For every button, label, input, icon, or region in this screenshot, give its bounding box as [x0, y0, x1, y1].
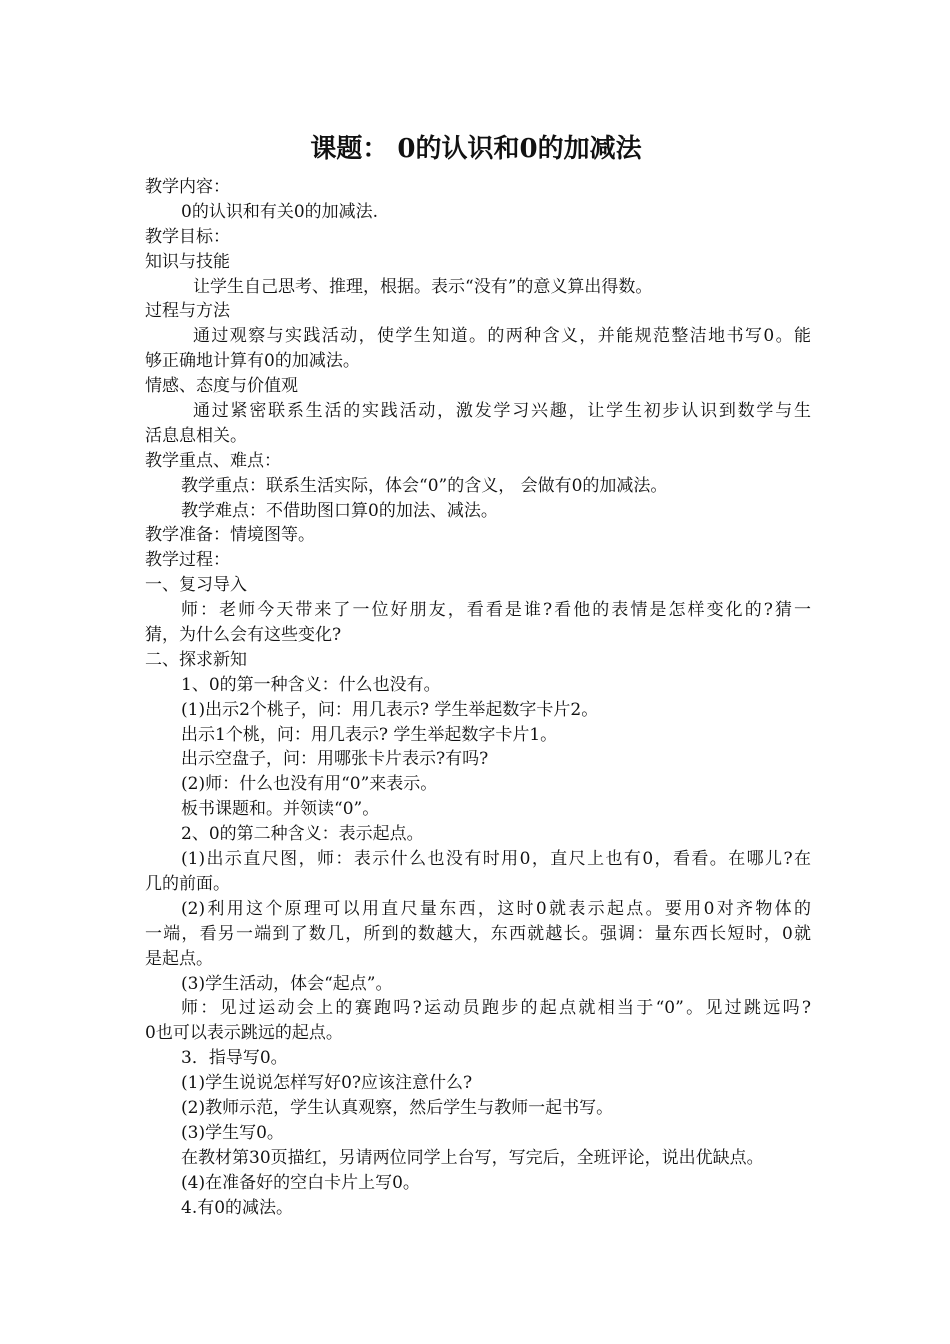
- paragraph-line: 1、0的第一种含义：什么也没有。: [181, 674, 441, 695]
- paragraph-line: 一端，看另一端到了数几，所到的数越大，东西就越长。强调：量东西长短时，0就: [145, 923, 811, 944]
- paragraph-line: 0的认识和有关0的加减法.: [181, 201, 379, 222]
- paragraph-line: 出示空盘子，问：用哪张卡片表示?有吗?: [181, 749, 489, 770]
- paragraph-line: 通过观察与实践活动，使学生知道。的两种含义，并能规范整洁地书写0。能: [193, 326, 811, 347]
- paragraph-line: (1)出示2个桃子，问：用几表示? 学生举起数字卡片2。: [181, 699, 599, 720]
- paragraph-line: 师：老师今天带来了一位好朋友，看看是谁?看他的表情是怎样变化的?猜一: [181, 600, 811, 621]
- subheading-process: 过程与方法: [145, 301, 230, 322]
- paragraph-line: (3)学生活动，体会“起点”。: [181, 973, 393, 994]
- paragraph-line: 出示1个桃，问：用几表示? 学生举起数字卡片1。: [181, 724, 558, 745]
- subheading-knowledge: 知识与技能: [145, 251, 230, 272]
- paragraph-line: 板书课题和。并领读“0”。: [181, 799, 380, 820]
- section-heading-preparation: 教学准备：情境图等。: [145, 525, 315, 546]
- paragraph-line: 3．指导写0。: [181, 1048, 288, 1069]
- paragraph-line: 教学重点：联系生活实际，体会“0”的含义， 会做有0的加减法。: [181, 475, 668, 496]
- paragraph-line: 活息息相关。: [145, 425, 247, 446]
- paragraph-line: 0也可以表示跳远的起点。: [145, 1023, 343, 1044]
- paragraph-line: 在教材第30页描红，另请两位同学上台写，写完后，全班评论，说出优缺点。: [181, 1147, 764, 1168]
- paragraph-line: (2)师：什么也没有用“0”来表示。: [181, 774, 438, 795]
- document-title: 课题： 0的认识和0的加减法: [310, 134, 642, 164]
- paragraph-line: (1)学生说说怎样写好0?应该注意什么?: [181, 1073, 473, 1094]
- paragraph-line: 师：见过运动会上的赛跑吗?运动员跑步的起点就相当于“0”。见过跳远吗?: [181, 998, 811, 1019]
- paragraph-line: (2)教师示范，学生认真观察，然后学生与教师一起书写。: [181, 1097, 614, 1118]
- section-heading-key-points: 教学重点、难点：: [145, 450, 281, 471]
- paragraph-line: 猜，为什么会有这些变化?: [145, 625, 342, 646]
- section-heading-objectives: 教学目标：: [145, 226, 230, 247]
- paragraph-line: 让学生自己思考、推理，根据。表示“没有”的意义算出得数。: [193, 276, 653, 297]
- section-heading-process: 教学过程：: [145, 550, 230, 571]
- subheading-review: 一、复习导入: [145, 575, 247, 596]
- paragraph-line: 够正确地计算有0的加减法。: [145, 351, 360, 372]
- subheading-emotion: 情感、态度与价值观: [145, 376, 298, 397]
- paragraph-line: (1)出示直尺图，师：表示什么也没有时用0，直尺上也有0，看看。在哪儿?在: [181, 849, 811, 870]
- subheading-explore: 二、探求新知: [145, 649, 247, 670]
- paragraph-line: (2)利用这个原理可以用直尺量东西，这时0就表示起点。要用0对齐物体的: [181, 898, 811, 919]
- paragraph-line: 通过紧密联系生活的实践活动，激发学习兴趣，让学生初步认识到数学与生: [193, 401, 811, 422]
- document-body: [145, 175, 811, 1220]
- paragraph-line: 教学难点：不借助图口算0的加法、减法。: [181, 500, 498, 521]
- paragraph-line: (4)在准备好的空白卡片上写0。: [181, 1172, 420, 1193]
- paragraph-line: 4.有0的减法。: [181, 1197, 294, 1218]
- paragraph-line: 是起点。: [145, 948, 213, 969]
- section-heading-content: 教学内容：: [145, 177, 230, 197]
- paragraph-line: 2、0的第二种含义：表示起点。: [181, 824, 424, 845]
- paragraph-line: (3)学生写0。: [181, 1122, 284, 1143]
- paragraph-line: 几的前面。: [145, 873, 230, 894]
